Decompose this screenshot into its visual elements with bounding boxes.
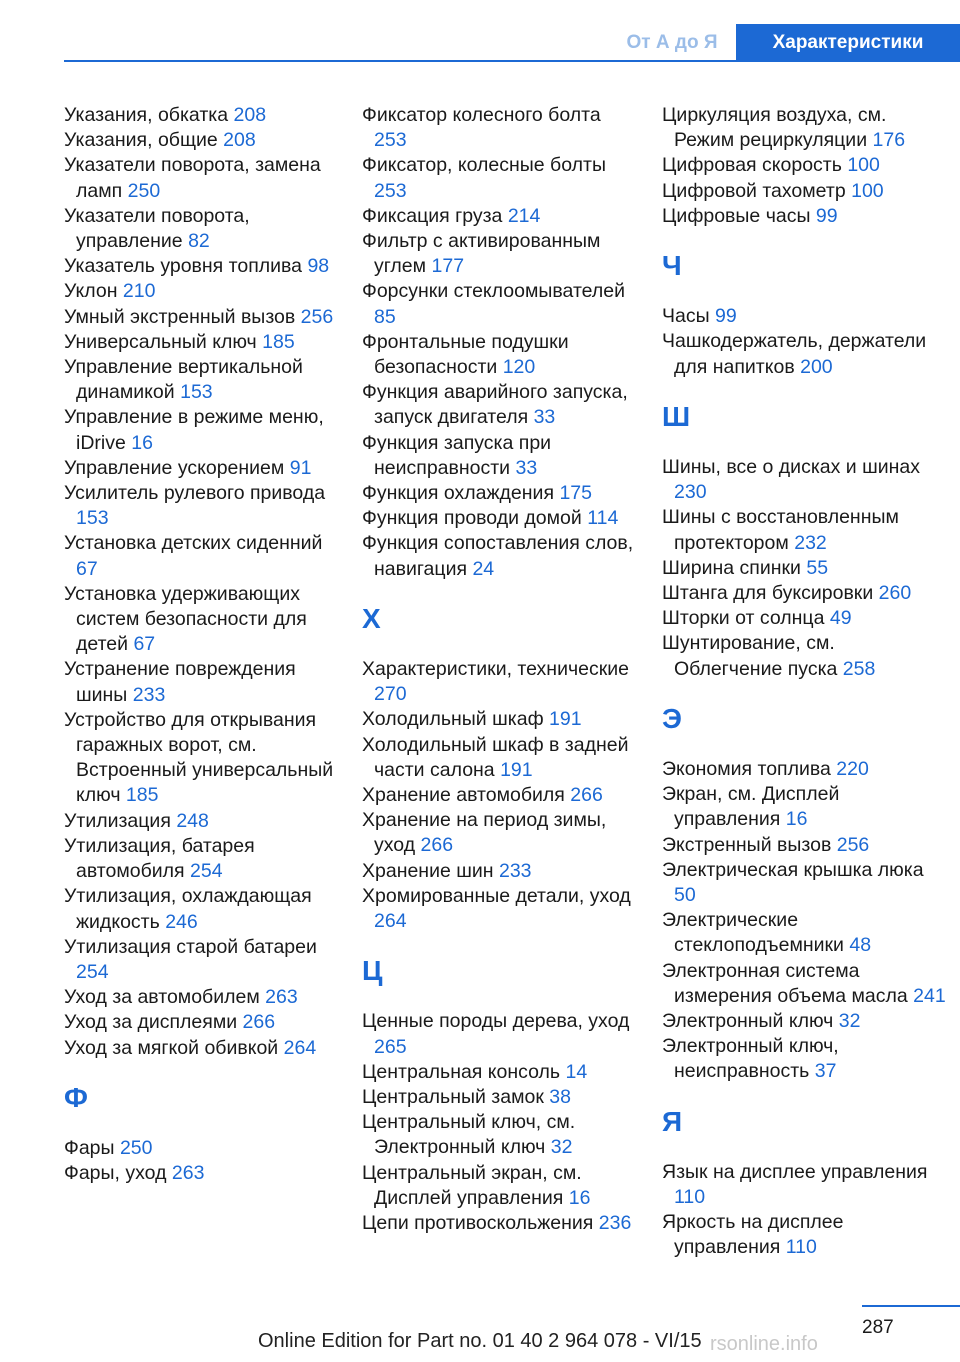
index-entry — [64, 153, 339, 203]
index-page-link[interactable]: 91 — [289, 456, 312, 479]
index-entry — [362, 506, 637, 531]
index-letter-heading: Х — [362, 602, 381, 634]
index-entry-term: Часы — [662, 305, 710, 328]
index-page-link[interactable]: 48 — [849, 934, 872, 957]
watermark: rsonline.info — [710, 1333, 818, 1355]
index-entry — [662, 179, 947, 204]
index-entry-term: Функция запуска при неисправности — [362, 431, 552, 479]
index-entry — [362, 229, 637, 279]
index-entry-term: Яркость на дисплее управления — [662, 1211, 844, 1259]
index-entry — [362, 859, 637, 884]
index-page-link[interactable]: 208 — [223, 129, 256, 152]
index-entry-term: Функция проводи домой — [362, 507, 582, 530]
index-entry-term: Указания, общие — [64, 129, 218, 152]
index-entry — [662, 1009, 947, 1034]
index-entry-term: Управление ускорением — [64, 456, 285, 479]
index-entry — [64, 279, 339, 304]
index-entry — [362, 1211, 637, 1236]
index-entry-term: Фиксатор, колесные болты — [362, 154, 606, 177]
index-entry-term: Электрическая крышка люка — [662, 858, 924, 881]
index-page-link[interactable]: 82 — [188, 230, 210, 253]
index-entry-term: Фильтр с активированным углем — [362, 230, 601, 278]
index-entry — [362, 707, 637, 732]
index-page-link[interactable]: 38 — [549, 1086, 571, 1109]
index-entry-term: Центральный экран, см. Дисплей управления — [362, 1161, 582, 1209]
index-page-link[interactable]: 153 — [180, 381, 213, 404]
index-entry-term: Указания, обкатка — [64, 104, 229, 126]
index-entry-term: Управление вертикальной динамикой — [64, 356, 303, 404]
index-entry — [64, 1136, 339, 1161]
index-entry-term: Фары — [64, 1136, 115, 1159]
index-entry — [662, 329, 947, 379]
index-page-link[interactable]: 263 — [265, 986, 298, 1009]
index-entry-term: Фиксатор колесного болта — [362, 104, 601, 126]
index-entry — [362, 204, 637, 229]
index-entry-term: Хромированные детали, уход — [362, 884, 631, 907]
section-tab[interactable]: От А до Я — [626, 32, 718, 53]
index-entry — [362, 733, 637, 783]
index-page-link[interactable]: 16 — [131, 431, 153, 454]
index-entry — [64, 985, 339, 1010]
index-entry — [64, 103, 339, 128]
index-entry-term: Хранение автомобиля — [362, 784, 565, 807]
index-page-link[interactable]: 266 — [420, 834, 454, 857]
index-entry — [64, 1161, 339, 1186]
index-page-link[interactable]: 99 — [815, 204, 838, 227]
index-page-link[interactable]: 185 — [125, 784, 159, 807]
index-page-link[interactable]: 265 — [374, 1035, 407, 1058]
index-entry-term: Центральный замок — [362, 1086, 544, 1109]
footer-rule — [862, 1305, 960, 1307]
index-page-link[interactable]: 250 — [119, 1136, 153, 1159]
index-entry-term: Фронтальные подушки безопасности — [362, 330, 569, 379]
index-page-link[interactable]: 254 — [76, 960, 109, 983]
index-page-link[interactable]: 32 — [550, 1136, 573, 1159]
index-entry — [662, 455, 947, 505]
index-entry-term: Утилизация — [64, 809, 171, 832]
index-page-link[interactable]: 200 — [800, 355, 833, 378]
index-page-link[interactable]: 220 — [836, 758, 869, 781]
index-entry — [362, 657, 637, 707]
index-page-link[interactable]: 264 — [374, 910, 407, 933]
index-page-link[interactable]: 256 — [300, 305, 334, 328]
index-entry — [362, 103, 637, 153]
index-entry — [362, 1161, 637, 1211]
index-entry — [64, 935, 339, 985]
index-entry-term: Цифровые часы — [662, 204, 811, 227]
index-page-link[interactable]: 110 — [674, 1186, 706, 1209]
index-entry — [362, 431, 637, 481]
index-entry-term: Хранение шин — [362, 859, 494, 882]
index-entry — [662, 556, 947, 581]
index-entry-term: Универсальный ключ — [64, 330, 257, 353]
index-entry — [362, 531, 637, 581]
index-entry-term: Утилизация, батарея автомобиля — [64, 834, 255, 883]
index-page-link[interactable]: 16 — [785, 808, 808, 831]
index-page-link[interactable]: 191 — [549, 708, 582, 731]
index-entry — [362, 481, 637, 506]
index-column-3 — [662, 103, 947, 1261]
index-page-link[interactable]: 177 — [431, 255, 465, 278]
index-page-link[interactable]: 32 — [838, 1010, 861, 1033]
index-entry — [662, 908, 947, 958]
index-page-link[interactable]: 37 — [814, 1060, 837, 1083]
index-page-link[interactable]: 236 — [598, 1212, 632, 1235]
index-page-link[interactable]: 266 — [570, 784, 603, 807]
index-entry-term: Экран, см. Дисплей управления — [662, 783, 840, 831]
index-entry-term: Характеристики, технические — [362, 658, 629, 681]
index-page-link[interactable]: 232 — [794, 531, 827, 554]
index-page-link[interactable]: 191 — [500, 758, 533, 781]
index-entry — [64, 128, 339, 153]
index-entry-term: Электронный ключ — [662, 1010, 834, 1033]
index-entry-term: Уход за дисплеями — [64, 1011, 238, 1034]
index-entry-term: Шторки от солнца — [662, 607, 825, 630]
index-entry — [64, 1036, 339, 1061]
index-page-link[interactable]: 233 — [498, 859, 532, 882]
edition-note: Online Edition for Part no. 01 40 2 964 078 - VI/15 — [258, 1330, 702, 1352]
index-entry — [662, 204, 947, 229]
index-page-link[interactable]: 175 — [559, 482, 592, 505]
index-entry — [662, 858, 947, 908]
index-page-link[interactable]: 208 — [233, 104, 267, 126]
index-entry-term: Уклон — [64, 280, 118, 303]
index-entry-term: Цифровая скорость — [662, 154, 842, 177]
index-page-link[interactable]: 50 — [674, 884, 696, 907]
index-entry — [64, 657, 339, 707]
index-page-link[interactable]: 256 — [836, 833, 870, 856]
page-number: 287 — [862, 1317, 894, 1338]
index-page-link[interactable]: 100 — [851, 179, 884, 202]
index-page-link[interactable]: 246 — [165, 910, 198, 933]
index-entry — [362, 279, 637, 329]
index-entry-term: Установка детских сиденний — [64, 532, 323, 555]
index-entry — [662, 1210, 947, 1260]
index-entry-term: Усилитель рулевого привода — [64, 482, 326, 505]
index-page-link[interactable]: 24 — [472, 557, 495, 580]
index-entry — [662, 153, 947, 178]
index-entry — [662, 833, 947, 858]
index-page-link[interactable]: 266 — [242, 1011, 276, 1034]
index-page-link[interactable]: 210 — [122, 280, 156, 303]
index-page-link[interactable]: 270 — [374, 683, 407, 706]
index-column-2 — [362, 103, 637, 1236]
index-entry — [362, 1085, 637, 1110]
index-entry-term: Шины, все о дисках и шинах — [662, 456, 921, 478]
index-entry — [362, 330, 637, 380]
index-entry-term: Экстренный вызов — [662, 833, 832, 856]
index-entry — [64, 330, 339, 355]
index-entry — [64, 582, 339, 658]
index-page-link[interactable]: 176 — [872, 129, 906, 152]
index-entry-term: Ценные породы дерева, уход — [362, 1010, 630, 1033]
index-entry-term: Утилизация старой батареи — [64, 935, 317, 958]
index-page-link[interactable]: 16 — [568, 1186, 591, 1209]
index-entry — [64, 481, 339, 531]
index-entry-term: Функция сопоставления слов, навигация — [362, 532, 634, 580]
index-page-link[interactable]: 248 — [176, 809, 209, 832]
index-entry — [662, 505, 947, 555]
index-entry — [64, 305, 339, 330]
index-page-link[interactable]: 260 — [878, 582, 912, 605]
index-page-link[interactable]: 67 — [76, 557, 98, 580]
index-entry-term: Форсунки стеклоомывателей — [362, 280, 625, 303]
index-page-link[interactable]: 98 — [307, 255, 330, 278]
index-entry — [64, 456, 339, 481]
index-letter-heading: Ц — [362, 955, 383, 987]
index-page-link[interactable]: 120 — [502, 356, 536, 379]
index-entry-term: Установка удерживающих систем безопасности для детей — [64, 582, 307, 656]
index-page-link[interactable]: 230 — [674, 481, 707, 504]
index-page-link[interactable]: 99 — [715, 305, 737, 328]
index-page-link[interactable]: 263 — [171, 1162, 205, 1185]
index-letter-heading: Ч — [662, 250, 682, 282]
index-entry-term: Управление в режиме меню, iDrive — [64, 406, 324, 454]
index-page-link[interactable]: 185 — [262, 330, 295, 353]
index-entry-term: Экономия топлива — [662, 758, 831, 781]
index-entry — [662, 782, 947, 832]
index-entry — [64, 405, 339, 455]
index-entry — [662, 581, 947, 606]
index-entry-term: Электрические стеклоподъемники — [662, 909, 844, 957]
page-header — [0, 0, 960, 62]
index-page-link[interactable]: 55 — [806, 556, 829, 579]
index-letter-heading: Ш — [662, 400, 691, 432]
index-entry — [64, 355, 339, 405]
index-entry-term: Электронный ключ, неисправность — [662, 1035, 839, 1083]
index-entry-term: Цифровой тахометр — [662, 179, 846, 202]
index-page-link[interactable]: 33 — [515, 456, 538, 479]
index-entry-term: Уход за мягкой обивкой — [64, 1036, 279, 1059]
index-entry — [64, 531, 339, 581]
index-entry-term: Устранение повреждения шины — [64, 658, 296, 706]
index-page-link[interactable]: 33 — [533, 406, 556, 429]
index-entry — [64, 834, 339, 884]
index-page-link[interactable]: 254 — [190, 860, 223, 883]
index-page-link[interactable]: 153 — [76, 507, 109, 530]
index-entry-term: Холодильный шкаф — [362, 708, 544, 731]
index-page-link[interactable]: 85 — [374, 305, 396, 328]
index-entry — [662, 103, 947, 153]
index-entry-term: Фиксация груза — [362, 204, 503, 227]
index-entry — [362, 1110, 637, 1160]
index-entry — [362, 808, 637, 858]
index-entry-term: Указатель уровня топлива — [64, 255, 303, 278]
index-entry — [662, 304, 947, 329]
index-page-link[interactable]: 214 — [507, 204, 541, 227]
index-page-link[interactable]: 253 — [374, 129, 407, 152]
index-letter-heading: Ф — [64, 1081, 88, 1113]
index-entry-term: Чашкодержатель, держатели для напитков — [662, 330, 927, 378]
index-entry — [662, 1034, 947, 1084]
index-entry-term: Указатели поворота, управление — [64, 204, 250, 253]
index-entry — [662, 757, 947, 782]
index-entry-term: Фары, уход — [64, 1162, 167, 1185]
index-letter-heading: Э — [662, 702, 682, 734]
index-entry — [662, 606, 947, 631]
index-entry — [64, 204, 339, 254]
index-entry-term: Цепи противоскольжения — [362, 1212, 594, 1235]
index-page-link[interactable]: 241 — [913, 984, 946, 1007]
index-entry-term: Ширина спинки — [662, 556, 801, 579]
index-entry-term: Холодильный шкаф в задней части салона — [362, 733, 629, 781]
index-entry-term: Шунтирование, см. Облегчение пуска — [662, 632, 838, 680]
index-page-link[interactable]: 49 — [829, 607, 852, 630]
index-entry — [64, 809, 339, 834]
index-entry — [662, 1160, 947, 1210]
index-entry — [362, 1060, 637, 1085]
index-entry-term: Утилизация, охлаждающая жидкость — [64, 885, 312, 933]
index-entry-term: Язык на дисплее управления — [662, 1160, 928, 1183]
index-page-link[interactable]: 100 — [847, 154, 880, 177]
index-entry-term: Устройство для открывания гаражных ворот, см. Встроенный универсальный ключ — [64, 708, 334, 807]
index-entry — [64, 254, 339, 279]
index-entry-term: Электронная система измерения объема масла — [662, 959, 908, 1007]
index-page-link[interactable]: 114 — [587, 507, 619, 530]
index-page-link[interactable]: 264 — [283, 1036, 317, 1059]
index-entry — [362, 783, 637, 808]
index-entry-term: Хранение на период зимы, уход — [362, 809, 607, 857]
index-entry-term: Центральный ключ, см. Электронный ключ — [362, 1111, 576, 1159]
index-page-link[interactable]: 258 — [842, 657, 876, 680]
index-entry-term: Функция охлаждения — [362, 482, 555, 505]
index-entry-term: Циркуляция воздуха, см. Режим рециркуляции — [662, 104, 887, 152]
index-entry-term: Шины с восстановленным протектором — [662, 506, 899, 554]
index-entry — [662, 959, 947, 1009]
index-page-link[interactable]: 250 — [127, 179, 161, 202]
index-page-link[interactable]: 14 — [565, 1060, 588, 1083]
active-chapter-tab[interactable]: Характеристики — [736, 24, 960, 62]
index-page-link[interactable]: 253 — [374, 179, 407, 202]
index-entry — [362, 380, 637, 430]
index-entry-term: Уход за автомобилем — [64, 986, 260, 1009]
index-page-link[interactable]: 67 — [133, 633, 156, 656]
index-entry — [64, 1010, 339, 1035]
index-entry — [662, 631, 947, 681]
index-entry-term: Умный экстренный вызов — [64, 305, 296, 328]
index-entry — [362, 153, 637, 203]
index-entry — [362, 1009, 637, 1059]
index-entry-term: Центральная консоль — [362, 1060, 561, 1083]
index-entry-term: Штанга для буксировки — [662, 582, 874, 605]
index-entry-term: Указатели поворота, замена ламп — [64, 154, 321, 202]
header-rule — [64, 60, 960, 62]
index-entry — [64, 884, 339, 934]
index-page-link[interactable]: 233 — [132, 683, 166, 706]
index-column-1 — [64, 103, 339, 1186]
index-page-link[interactable]: 110 — [785, 1236, 817, 1259]
index-entry — [64, 708, 339, 809]
index-entry — [362, 884, 637, 934]
index-letter-heading: Я — [662, 1105, 683, 1137]
index-entry-term: Функция аварийного запуска, запуск двигателя — [362, 381, 628, 429]
